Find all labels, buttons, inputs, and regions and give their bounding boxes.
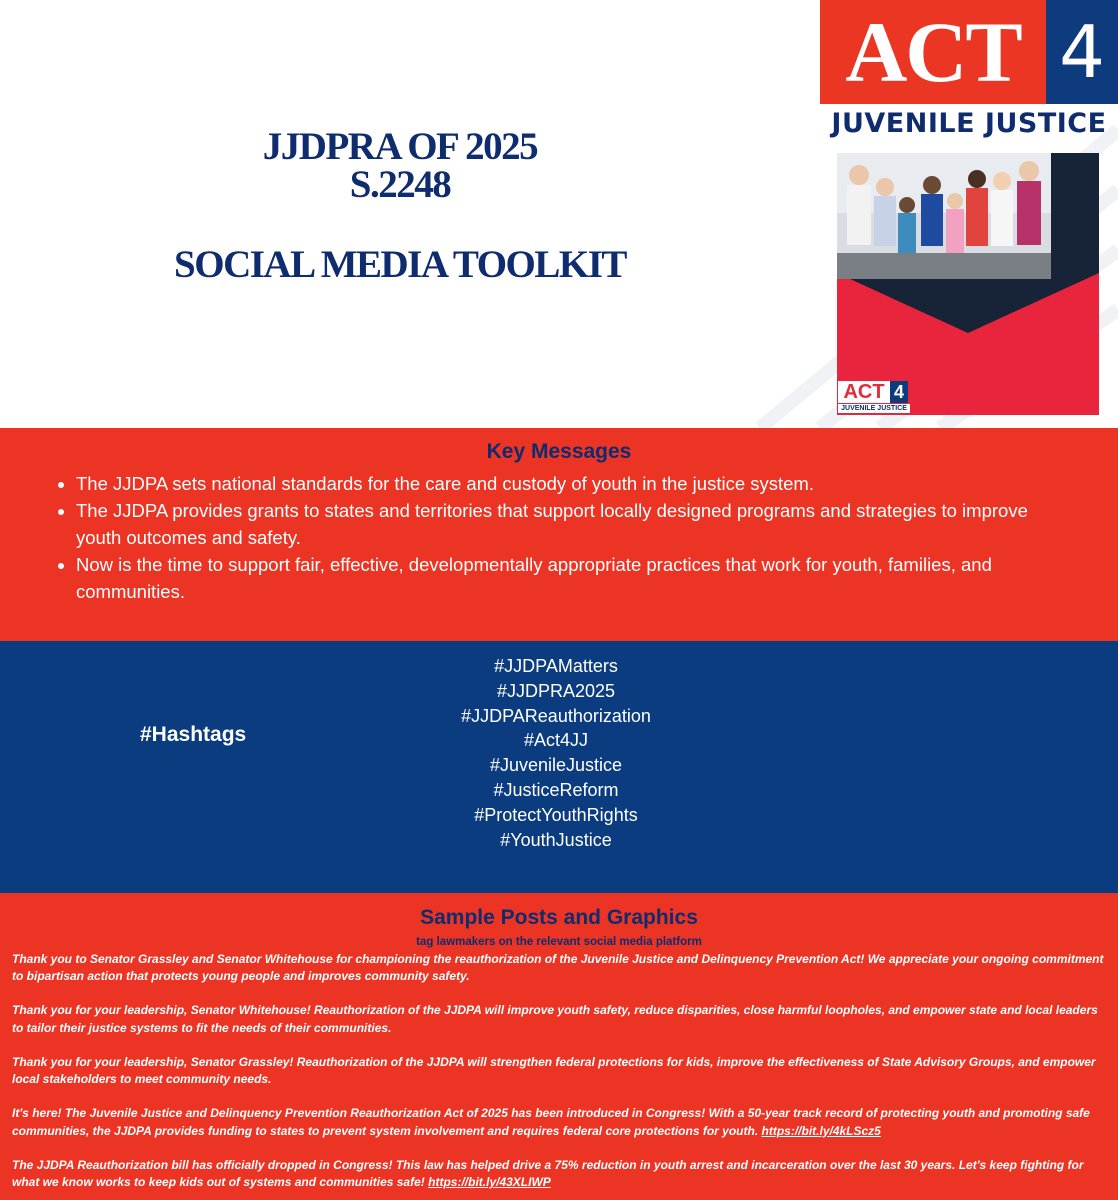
jjdpa-matters-graphic — [837, 153, 1099, 415]
hashtags-label: #Hashtags — [140, 723, 247, 746]
title-line-number: S.2248 — [349, 163, 451, 206]
poster-logo-number: 4 — [890, 381, 908, 403]
poster-act4-logo — [838, 381, 908, 413]
sample-post-text: It's here! The Juvenile Justice and Delinquency Prevention Reauthorization Act of 2025 has been introduced in Congress! With a 50-year track record of protecting youth and promoting safe communities, the JJDPA provides funding to states to prevent system involvement and requires federal core protections for youth. — [12, 1106, 1090, 1138]
hashtag-item: #JusticeReform — [493, 779, 619, 800]
title-line-toolkit: SOCIAL MEDIA TOOLKIT — [174, 243, 626, 286]
key-message-item: • The JJDPA sets national standards for the care and custody of youth in the justice system. — [76, 470, 1058, 497]
hashtag-item: #JuvenileJustice — [489, 755, 623, 776]
logo-subtitle: JUVENILE JUSTICE — [831, 108, 1107, 139]
sample-posts-list — [0, 951, 1118, 1191]
sample-post-text: Thank you for your leadership, Senator Grassley! Reauthorization of the JJDPA will strengthen federal protections for kids, improve the effectiveness of State Advisory Groups, and empower local stakeholders to meet community needs. — [12, 1054, 1096, 1087]
hashtag-item: #ProtectYouthRights — [474, 804, 638, 825]
hashtag-item: #JJDPAReauthorization — [461, 705, 651, 726]
sample-post-link[interactable]: https://bit.ly/4kLScz5 — [761, 1123, 881, 1138]
header — [0, 0, 1118, 428]
act4-logo — [820, 0, 1118, 145]
key-message-item: • Now is the time to support fair, effective, developmentally appropriate practices that work for youth, families, and communities. — [76, 551, 1058, 605]
hashtags-list — [406, 654, 706, 852]
sample-posts-section — [0, 893, 1118, 1200]
sample-post-text: The JJDPA Reauthorization bill has officially dropped in Congress! This law has helped drive a 75% reduction in youth arrest and incarceration over the last 30 years. Let's keep fighting for what we know works to keep kids out of systems and communities safe! — [12, 1157, 1084, 1190]
hashtag-item: #Act4JJ — [523, 730, 589, 751]
sample-post-text: Thank you for your leadership, Senator Whitehouse! Reauthorization of the JJDPA will improve youth safety, reduce disparities, close harmful loopholes, and empower state and local leaders to tailor their justice systems to fit the needs of their communities. — [12, 1003, 1098, 1035]
sample-posts-subheading: tag lawmakers on the relevant social media platform — [416, 936, 702, 948]
key-messages-heading: Key Messages — [486, 440, 632, 463]
hashtags-section — [0, 641, 1118, 893]
key-messages-list — [0, 470, 1118, 605]
sample-post-link[interactable]: https://bit.ly/43XLIWP — [428, 1175, 551, 1190]
poster-logo-act: ACT — [838, 381, 890, 403]
toolkit-title — [90, 125, 710, 286]
sample-post — [12, 1105, 1104, 1140]
logo-act-text: ACT — [820, 0, 1046, 104]
title-line-bill: JJDPRA OF 2025 — [262, 125, 538, 168]
hashtag-item: #YouthJustice — [500, 829, 612, 850]
hashtag-item: #JJDPRA2025 — [496, 680, 616, 701]
sample-post — [12, 951, 1104, 986]
sample-post — [12, 1157, 1104, 1192]
poster-logo-subtitle: JUVENILE JUSTICE — [838, 404, 910, 413]
sample-post-text: Thank you to Senator Grassley and Senator Whitehouse for championing the reauthorization of the Juvenile Justice and Delinquency Prevention Act! We appreciate your ongoing commitment to bipartisan action that protects young people and improves community safety. — [12, 952, 1104, 984]
hashtag-item: #JJDPAMatters — [494, 656, 618, 676]
key-message-item: • The JJDPA provides grants to states and territories that support locally designed programs and strategies to improve youth outcomes and safety. — [76, 497, 1058, 551]
youth-group-photo — [837, 153, 1051, 279]
sample-post — [12, 1002, 1104, 1037]
logo-number: 4 — [1046, 0, 1118, 104]
sample-posts-heading: Sample Posts and Graphics — [420, 906, 698, 929]
key-messages-section — [0, 428, 1118, 641]
sample-post — [12, 1054, 1104, 1089]
